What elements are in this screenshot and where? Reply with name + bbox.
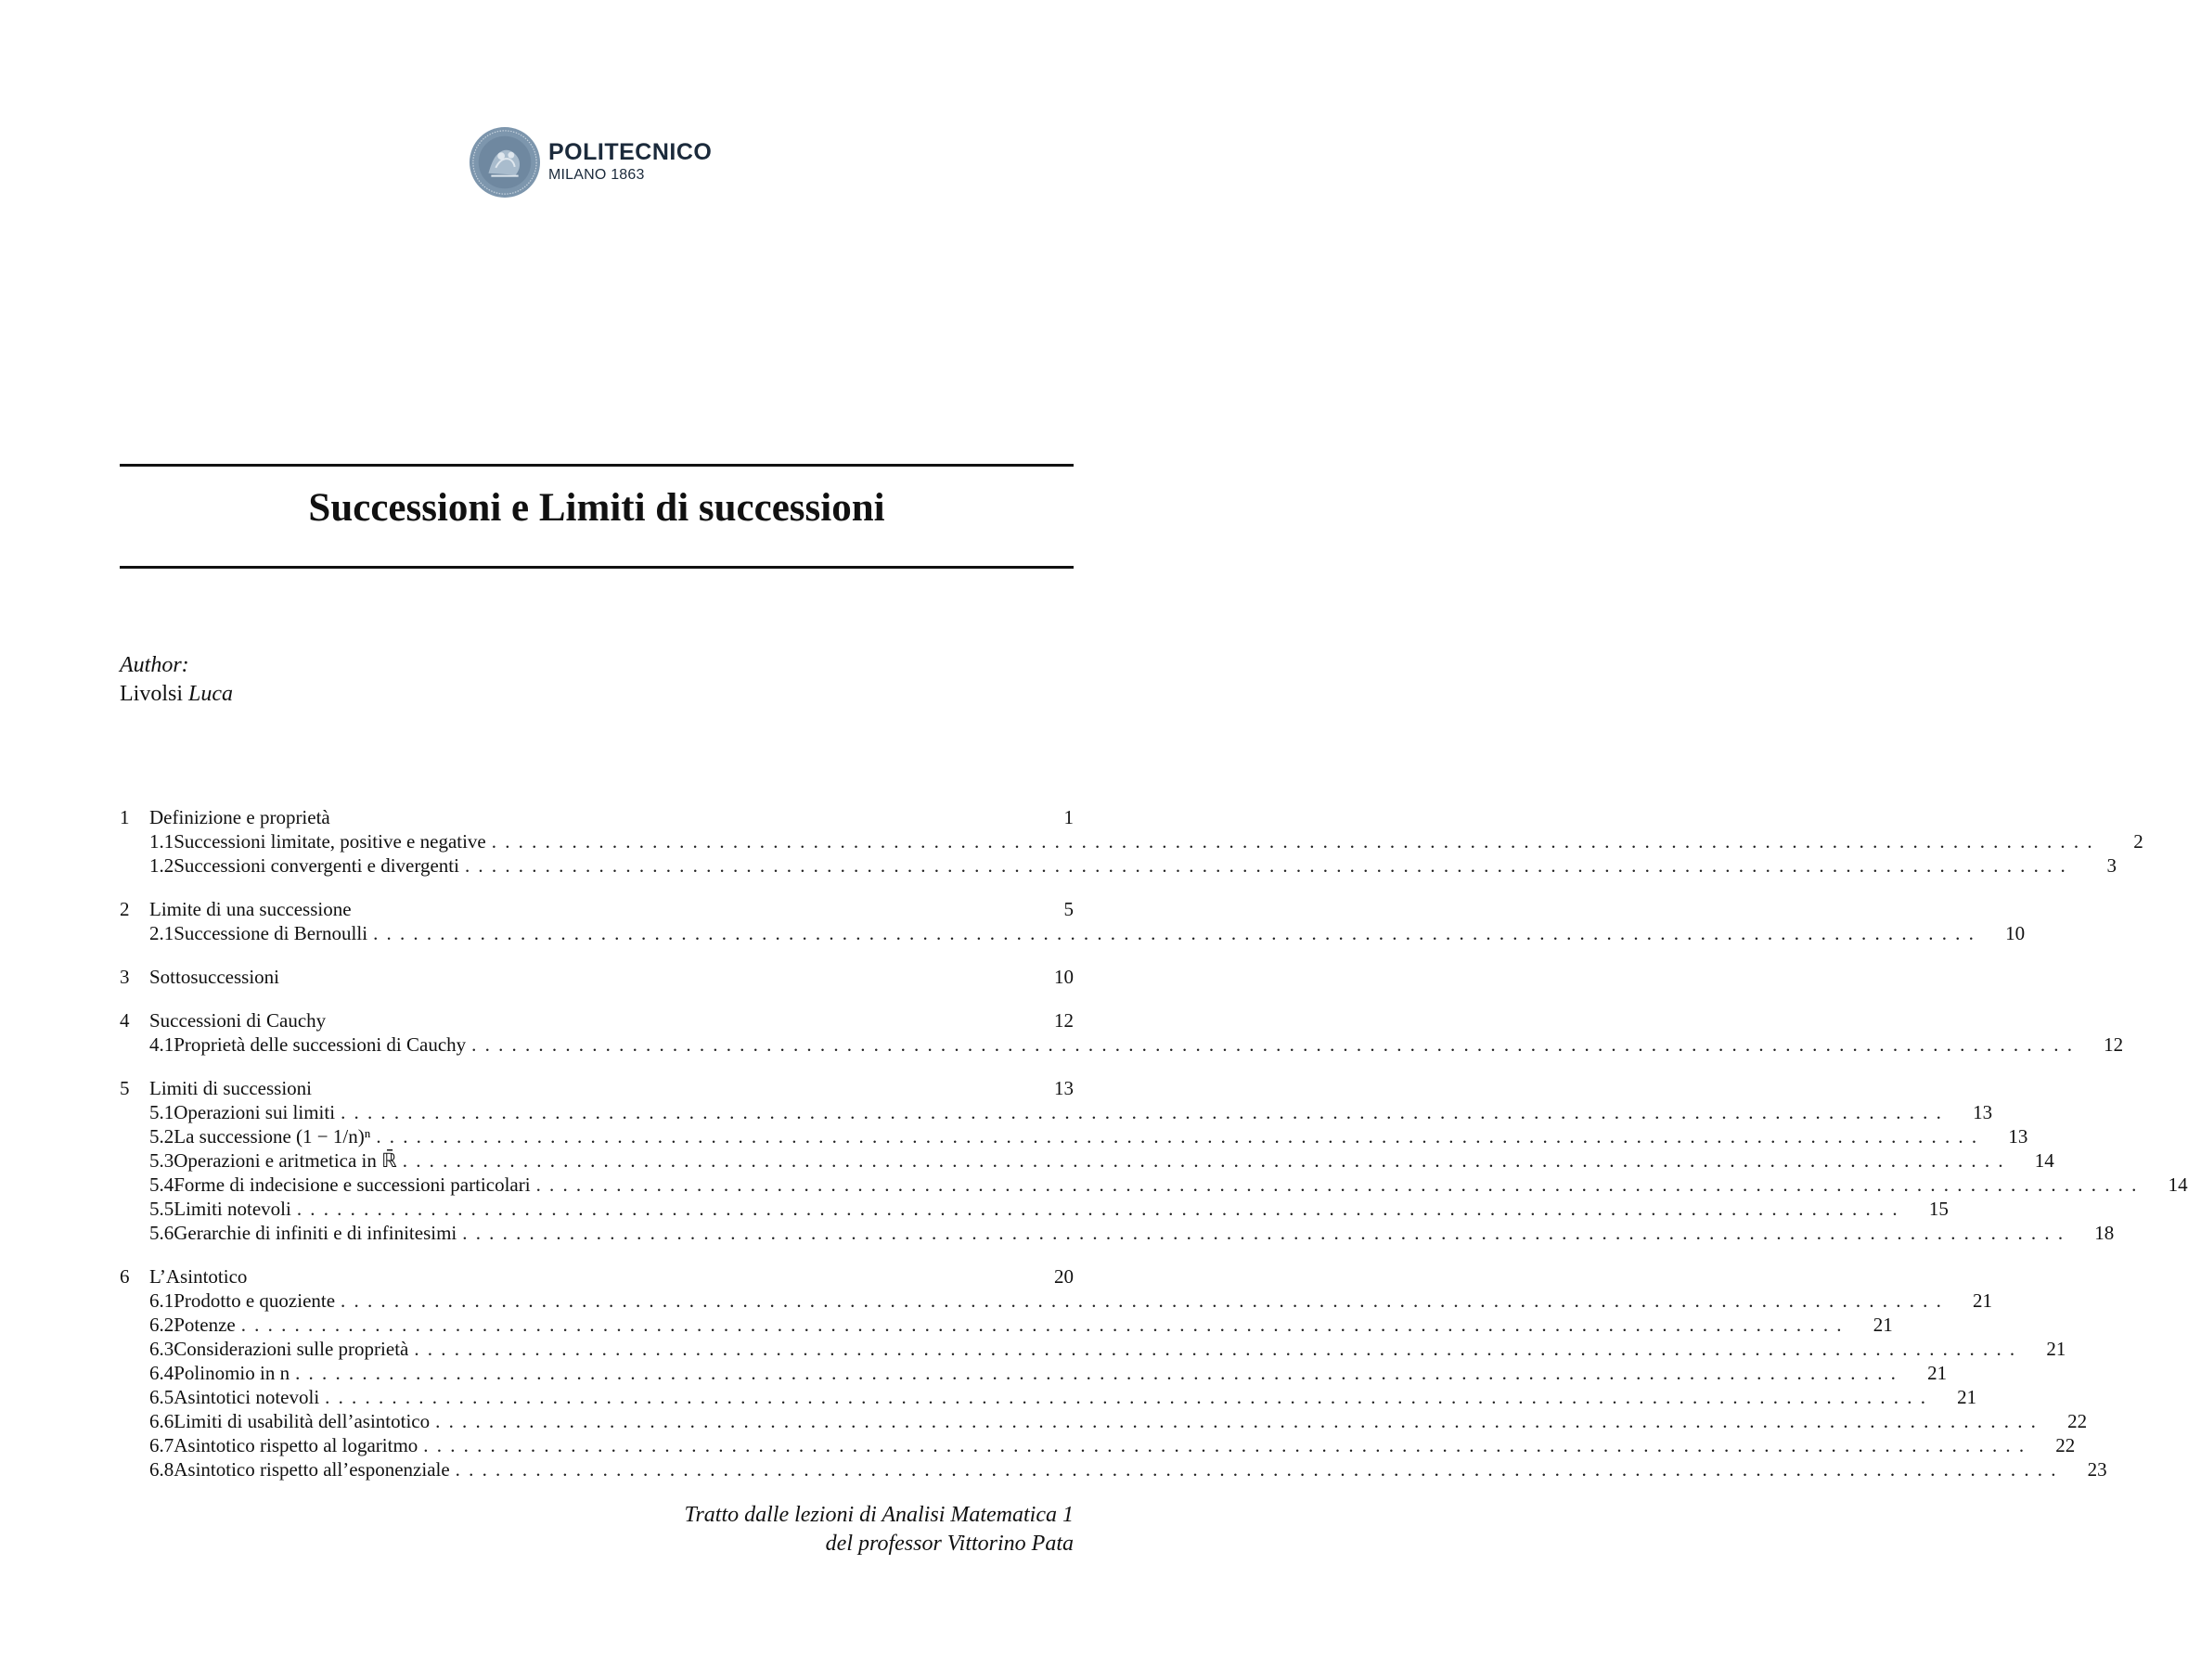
credit-line-1: Tratto dalle lezioni di Analisi Matematica 1 bbox=[684, 1503, 1074, 1527]
toc-section-5[interactable] bbox=[120, 1076, 1074, 1100]
logo-wordmark bbox=[548, 138, 712, 185]
toc-section-number: 4 bbox=[120, 1009, 130, 1032]
toc-subsection-number: 6.3 bbox=[149, 1338, 174, 1360]
politecnico-logo bbox=[469, 126, 719, 202]
toc-subsection-page: 14 bbox=[2168, 1173, 2188, 1196]
toc-subsection-page: 23 bbox=[2087, 1458, 2107, 1481]
toc-subsection-page: 22 bbox=[2067, 1410, 2088, 1432]
toc-subsection-number: 6.5 bbox=[149, 1386, 174, 1408]
toc-subsection-title: Operazioni e aritmetica in ℝ̄ bbox=[174, 1149, 397, 1172]
toc-subsection-page: 18 bbox=[2094, 1222, 2115, 1244]
title-rule-top bbox=[120, 464, 1074, 467]
toc-subsection-6.3[interactable] bbox=[120, 1337, 2066, 1361]
toc-subsection-number: 6.4 bbox=[149, 1362, 174, 1384]
toc-subsection-5.6[interactable] bbox=[120, 1221, 2115, 1245]
toc-gap bbox=[120, 1245, 1074, 1264]
toc-subsection-number: 1.2 bbox=[149, 854, 174, 877]
toc-subsection-title: Potenze bbox=[174, 1314, 236, 1336]
toc-subsection-1.1[interactable] bbox=[120, 829, 2143, 853]
toc-subsection-1.2[interactable] bbox=[120, 853, 2117, 878]
author-name bbox=[120, 682, 233, 706]
toc-subsection-page: 21 bbox=[2046, 1338, 2066, 1360]
toc-subsection-page: 12 bbox=[2104, 1033, 2124, 1056]
toc-leader-dots: ........................................................................................................................ bbox=[240, 1314, 1850, 1336]
toc-subsection-title: Asintotico rispetto al logaritmo bbox=[174, 1434, 418, 1456]
toc-subsection-page: 10 bbox=[2005, 922, 2026, 944]
toc-section-1[interactable] bbox=[120, 805, 1074, 829]
toc-subsection-title: Asintotici notevoli bbox=[174, 1386, 320, 1408]
toc-section-number: 5 bbox=[120, 1077, 130, 1099]
toc-subsection-title: Prodotto e quoziente bbox=[174, 1289, 336, 1312]
toc-subsection-number: 5.4 bbox=[149, 1173, 174, 1196]
toc-section-4[interactable] bbox=[120, 1008, 1074, 1032]
author-label: Author: bbox=[120, 653, 189, 677]
toc-subsection-page: 21 bbox=[1957, 1386, 1977, 1408]
toc-subsection-6.7[interactable] bbox=[120, 1433, 2076, 1457]
toc-subsection-number: 2.1 bbox=[149, 922, 174, 944]
toc-subsection-title: Successioni limitate, positive e negative bbox=[174, 830, 486, 853]
toc-gap bbox=[120, 878, 1074, 897]
toc-leader-dots: ........................................................................................................................ bbox=[435, 1410, 2045, 1432]
toc-subsection-6.5[interactable] bbox=[120, 1385, 1977, 1409]
toc-section-page: 12 bbox=[1054, 1009, 1074, 1032]
toc-leader-dots: ........................................................................................................................ bbox=[535, 1173, 2145, 1196]
toc-section-title: L’Asintotico bbox=[149, 1265, 248, 1288]
toc-leader-dots: ........................................................................................................................ bbox=[376, 1125, 1986, 1148]
toc-gap bbox=[120, 945, 1074, 965]
toc-subsection-5.3[interactable] bbox=[120, 1148, 2054, 1173]
toc-subsection-5.2[interactable] bbox=[120, 1124, 2028, 1148]
toc-section-page: 10 bbox=[1054, 966, 1074, 988]
toc-leader-dots: ........................................................................................................................ bbox=[423, 1434, 2033, 1456]
toc-section-page: 13 bbox=[1054, 1077, 1074, 1099]
toc-section-number: 3 bbox=[120, 966, 130, 988]
toc-leader-dots: ........................................................................................................................ bbox=[373, 922, 1983, 944]
toc-subsection-page: 2 bbox=[2133, 830, 2143, 853]
toc-section-page: 5 bbox=[1063, 898, 1074, 920]
toc-subsection-title: Asintotico rispetto all’esponenziale bbox=[174, 1458, 450, 1481]
toc-subsection-6.1[interactable] bbox=[120, 1289, 1993, 1313]
toc-subsection-page: 13 bbox=[2008, 1125, 2028, 1148]
toc-subsection-page: 21 bbox=[1973, 1289, 1993, 1312]
toc-subsection-number: 6.1 bbox=[149, 1289, 174, 1312]
author-given-name: Luca bbox=[188, 682, 234, 706]
lecture-credit bbox=[684, 1501, 1074, 1558]
toc-section-number: 6 bbox=[120, 1265, 130, 1288]
logo-line-1: POLITECNICO bbox=[548, 139, 713, 165]
toc-subsection-number: 6.8 bbox=[149, 1458, 174, 1481]
toc-subsection-page: 3 bbox=[2106, 854, 2117, 877]
toc-subsection-6.2[interactable] bbox=[120, 1313, 1893, 1337]
toc-section-6[interactable] bbox=[120, 1264, 1074, 1289]
toc-leader-dots: ........................................................................................................................ bbox=[462, 1222, 2072, 1244]
toc-subsection-number: 5.5 bbox=[149, 1198, 174, 1220]
table-of-contents bbox=[120, 805, 2188, 1481]
toc-leader-dots: ........................................................................................................................ bbox=[464, 854, 2074, 877]
toc-section-3[interactable] bbox=[120, 965, 1074, 989]
toc-subsection-title: Operazioni sui limiti bbox=[174, 1101, 336, 1123]
toc-leader-dots: ........................................................................................................................ bbox=[455, 1458, 2065, 1481]
toc-subsection-5.4[interactable] bbox=[120, 1173, 2188, 1197]
toc-subsection-title: Gerarchie di infiniti e di infinitesimi bbox=[174, 1222, 457, 1244]
toc-subsection-6.4[interactable] bbox=[120, 1361, 1948, 1385]
toc-subsection-number: 5.6 bbox=[149, 1222, 174, 1244]
toc-section-title: Successioni di Cauchy bbox=[149, 1009, 327, 1032]
politecnico-seal-icon bbox=[469, 126, 541, 199]
toc-subsection-page: 22 bbox=[2055, 1434, 2076, 1456]
author-block bbox=[120, 651, 233, 709]
toc-subsection-title: Limiti di usabilità dell’asintotico bbox=[174, 1410, 431, 1432]
toc-leader-dots: ........................................................................................................................ bbox=[341, 1289, 1950, 1312]
toc-leader-dots: ........................................................................................................................ bbox=[296, 1198, 1906, 1220]
toc-subsection-title: Forme di indecisione e successioni particolari bbox=[174, 1173, 531, 1196]
toc-subsection-6.8[interactable] bbox=[120, 1457, 2107, 1481]
toc-subsection-title: La successione (1 − 1/n)ⁿ bbox=[174, 1125, 371, 1148]
toc-section-page: 1 bbox=[1063, 806, 1074, 828]
toc-section-title: Definizione e proprietà bbox=[149, 806, 330, 828]
toc-section-number: 1 bbox=[120, 806, 130, 828]
toc-subsection-4.1[interactable] bbox=[120, 1032, 2124, 1057]
toc-subsection-title: Successione di Bernoulli bbox=[174, 922, 368, 944]
toc-subsection-number: 6.6 bbox=[149, 1410, 174, 1432]
toc-leader-dots: ........................................................................................................................ bbox=[414, 1338, 2024, 1360]
toc-subsection-page: 14 bbox=[2034, 1149, 2054, 1172]
toc-section-2[interactable] bbox=[120, 897, 1074, 921]
toc-subsection-number: 6.2 bbox=[149, 1314, 174, 1336]
toc-subsection-title: Successioni convergenti e divergenti bbox=[174, 854, 459, 877]
toc-subsection-page: 21 bbox=[1927, 1362, 1948, 1384]
toc-leader-dots: ........................................................................................................................ bbox=[402, 1149, 2012, 1172]
toc-leader-dots: ........................................................................................................................ bbox=[325, 1386, 1935, 1408]
toc-section-title: Limiti di successioni bbox=[149, 1077, 312, 1099]
toc-subsection-title: Polinomio in n bbox=[174, 1362, 290, 1384]
toc-subsection-title: Proprietà delle successioni di Cauchy bbox=[174, 1033, 467, 1056]
toc-subsection-number: 4.1 bbox=[149, 1033, 174, 1056]
toc-subsection-5.1[interactable] bbox=[120, 1100, 1993, 1124]
toc-gap bbox=[120, 989, 1074, 1008]
document-title: Successioni e Limiti di successioni bbox=[308, 486, 885, 530]
toc-subsection-page: 15 bbox=[1928, 1198, 1949, 1220]
toc-subsection-title: Limiti notevoli bbox=[174, 1198, 291, 1220]
toc-subsection-number: 1.1 bbox=[149, 830, 174, 853]
toc-leader-dots: ........................................................................................................................ bbox=[341, 1101, 1950, 1123]
toc-subsection-number: 5.1 bbox=[149, 1101, 174, 1123]
toc-subsection-number: 5.3 bbox=[149, 1149, 174, 1172]
toc-section-title: Sottosuccessioni bbox=[149, 966, 279, 988]
toc-subsection-number: 5.2 bbox=[149, 1125, 174, 1148]
toc-section-title: Limite di una successione bbox=[149, 898, 352, 920]
toc-leader-dots: ........................................................................................................................ bbox=[491, 830, 2101, 853]
logo-line-2: MILANO 1863 bbox=[548, 167, 645, 183]
toc-section-number: 2 bbox=[120, 898, 130, 920]
toc-subsection-5.5[interactable] bbox=[120, 1197, 1949, 1221]
toc-gap bbox=[120, 1057, 1074, 1076]
toc-subsection-page: 13 bbox=[1973, 1101, 1993, 1123]
title-rule-bottom bbox=[120, 566, 1074, 569]
toc-section-page: 20 bbox=[1054, 1265, 1074, 1288]
credit-line-2: del professor Vittorino Pata bbox=[825, 1532, 1074, 1556]
toc-subsection-title: Considerazioni sulle proprietà bbox=[174, 1338, 409, 1360]
toc-subsection-number: 6.7 bbox=[149, 1434, 174, 1456]
toc-leader-dots: ........................................................................................................................ bbox=[471, 1033, 2081, 1056]
toc-subsection-6.6[interactable] bbox=[120, 1409, 2088, 1433]
author-surname: Livolsi bbox=[120, 682, 184, 706]
toc-leader-dots: ........................................................................................................................ bbox=[295, 1362, 1905, 1384]
toc-subsection-2.1[interactable] bbox=[120, 921, 2026, 945]
toc-subsection-page: 21 bbox=[1873, 1314, 1893, 1336]
